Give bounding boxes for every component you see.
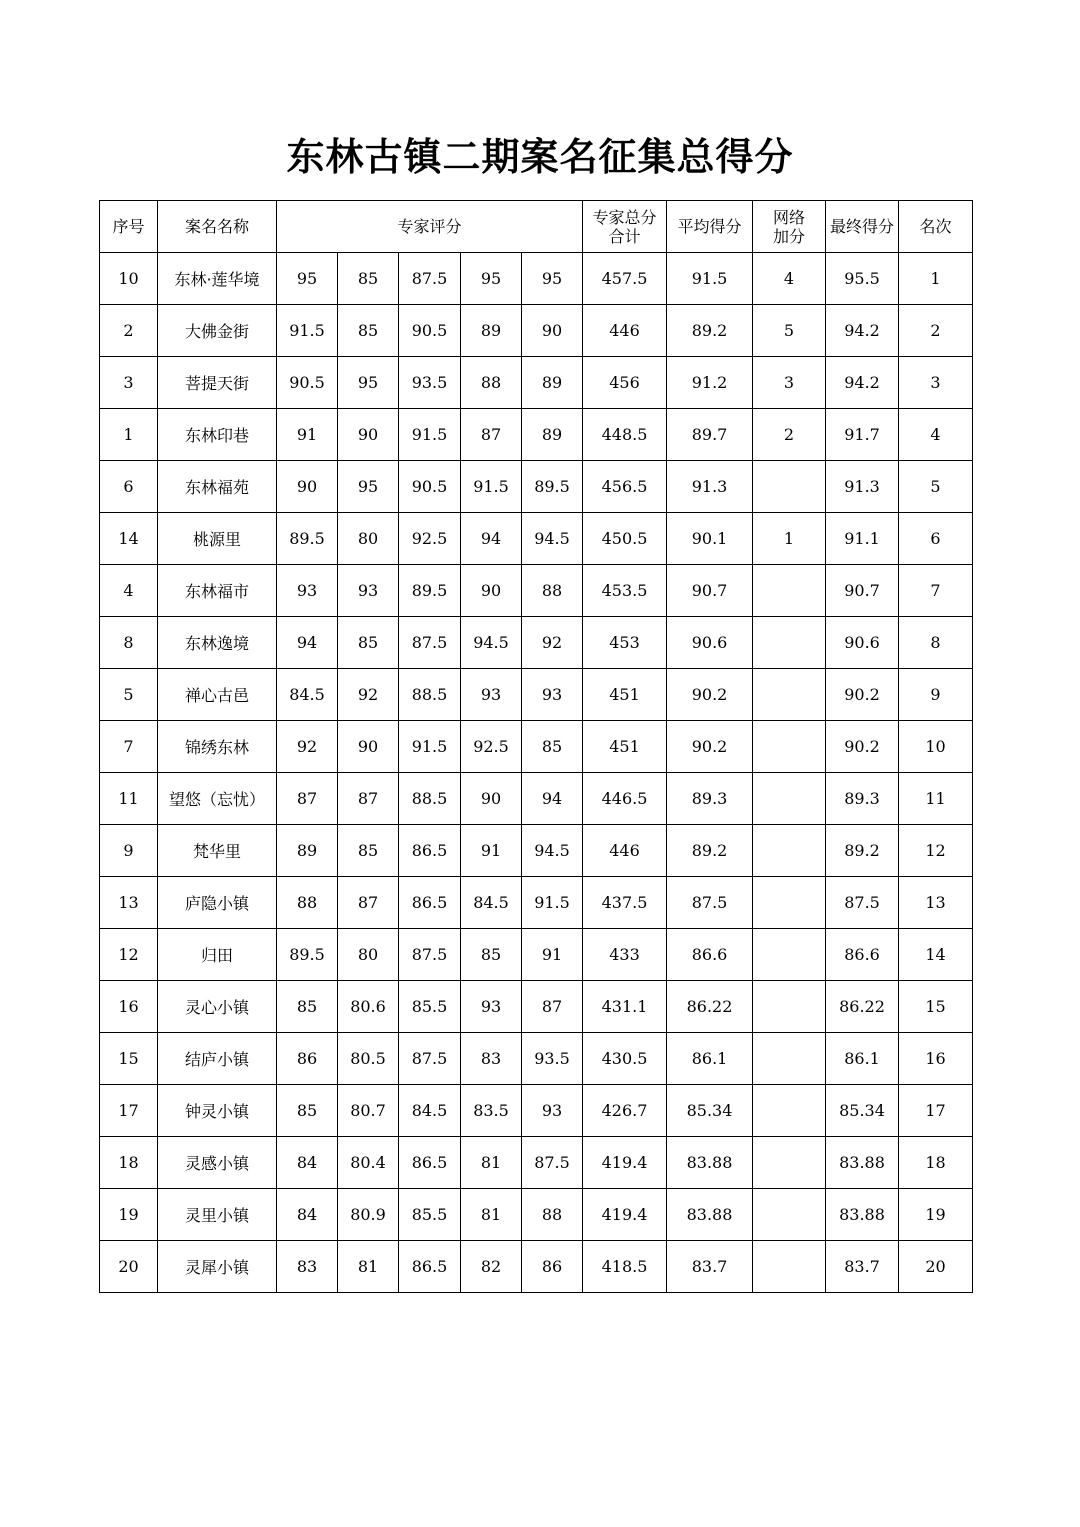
name-cell: 结庐小镇 [158,1033,277,1085]
header-online-bonus-line1: 网络 [773,207,806,227]
average-cell: 86.1 [667,1033,753,1085]
seq-cell: 1 [100,409,158,461]
average-cell: 90.2 [667,669,753,721]
seq-cell: 5 [100,669,158,721]
document-title: 东林古镇二期案名征集总得分 [286,135,794,179]
online-bonus-cell: 4 [753,253,826,305]
expert-score-cell: 85 [338,825,399,877]
expert-score-cell: 89 [522,357,583,409]
expert-score-cell: 88 [522,565,583,617]
expert-score-cell: 90.5 [277,357,338,409]
rank-cell: 15 [899,981,973,1033]
online-bonus-cell [753,617,826,669]
header-online-bonus-line2: 加分 [773,226,806,246]
table-row [100,357,973,409]
seq-cell: 9 [100,825,158,877]
expert-score-cell: 94.5 [522,513,583,565]
seq-cell: 8 [100,617,158,669]
expert-score-cell: 94 [461,513,522,565]
expert-score-cell: 84 [277,1137,338,1189]
expert-score-cell: 89 [522,409,583,461]
rank-cell: 13 [899,877,973,929]
expert-score-cell: 93 [522,1085,583,1137]
table-row [100,1033,973,1085]
seq-cell: 7 [100,721,158,773]
online-bonus-cell: 2 [753,409,826,461]
expert-score-cell: 95 [461,253,522,305]
final-score-cell: 86.1 [826,1033,899,1085]
expert-score-cell: 93 [461,981,522,1033]
rank-cell: 4 [899,409,973,461]
final-score-cell: 94.2 [826,305,899,357]
online-bonus-cell [753,877,826,929]
average-cell: 90.1 [667,513,753,565]
table-row [100,461,973,513]
expert-score-cell: 91.5 [522,877,583,929]
seq-cell: 4 [100,565,158,617]
expert-score-cell: 91.5 [399,721,461,773]
expert-score-cell: 87 [277,773,338,825]
rank-cell: 17 [899,1085,973,1137]
final-score-cell: 83.7 [826,1241,899,1293]
seq-cell: 15 [100,1033,158,1085]
expert-score-cell: 89.5 [399,565,461,617]
expert-score-cell: 85.5 [399,981,461,1033]
expert-score-cell: 89.5 [522,461,583,513]
seq-cell: 13 [100,877,158,929]
expert-score-cell: 95 [522,253,583,305]
final-score-cell: 94.2 [826,357,899,409]
expert-score-cell: 85.5 [399,1189,461,1241]
expert-total-cell: 426.7 [583,1085,667,1137]
rank-cell: 10 [899,721,973,773]
online-bonus-cell [753,773,826,825]
average-cell: 90.7 [667,565,753,617]
table-row [100,617,973,669]
rank-cell: 7 [899,565,973,617]
expert-score-cell: 87 [522,981,583,1033]
expert-score-cell: 87.5 [399,253,461,305]
expert-score-cell: 93.5 [522,1033,583,1085]
expert-score-cell: 91 [277,409,338,461]
final-score-cell: 90.2 [826,669,899,721]
name-cell: 庐隐小镇 [158,877,277,929]
expert-score-cell: 80.6 [338,981,399,1033]
average-cell: 86.22 [667,981,753,1033]
online-bonus-cell [753,1241,826,1293]
name-cell: 锦绣东林 [158,721,277,773]
header-final-score: 最终得分 [826,201,899,253]
seq-cell: 6 [100,461,158,513]
table-row [100,1085,973,1137]
rank-cell: 5 [899,461,973,513]
rank-cell: 2 [899,305,973,357]
expert-total-cell: 419.4 [583,1189,667,1241]
expert-score-cell: 83.5 [461,1085,522,1137]
name-cell: 桃源里 [158,513,277,565]
name-cell: 灵感小镇 [158,1137,277,1189]
online-bonus-cell [753,981,826,1033]
rank-cell: 1 [899,253,973,305]
expert-score-cell: 87 [461,409,522,461]
table-body [100,253,973,1293]
name-cell: 禅心古邑 [158,669,277,721]
expert-score-cell: 89 [461,305,522,357]
final-score-cell: 91.3 [826,461,899,513]
average-cell: 89.2 [667,825,753,877]
header-seq: 序号 [100,201,158,253]
expert-score-cell: 88 [461,357,522,409]
expert-score-cell: 82 [461,1241,522,1293]
expert-score-cell: 92 [338,669,399,721]
average-cell: 83.7 [667,1241,753,1293]
name-cell: 梵华里 [158,825,277,877]
expert-score-cell: 87.5 [522,1137,583,1189]
seq-cell: 17 [100,1085,158,1137]
expert-score-cell: 91.5 [399,409,461,461]
online-bonus-cell [753,1137,826,1189]
online-bonus-cell [753,461,826,513]
expert-total-cell: 451 [583,669,667,721]
table-row [100,253,973,305]
expert-score-cell: 90.5 [399,305,461,357]
expert-score-cell: 91 [522,929,583,981]
rank-cell: 8 [899,617,973,669]
expert-score-cell: 87.5 [399,1033,461,1085]
final-score-cell: 95.5 [826,253,899,305]
final-score-cell: 90.7 [826,565,899,617]
online-bonus-cell: 5 [753,305,826,357]
average-cell: 91.2 [667,357,753,409]
expert-score-cell: 85 [338,617,399,669]
expert-score-cell: 88.5 [399,669,461,721]
online-bonus-cell [753,1033,826,1085]
expert-score-cell: 80.7 [338,1085,399,1137]
table-row [100,773,973,825]
table-row [100,981,973,1033]
expert-score-cell: 90 [338,409,399,461]
expert-score-cell: 89.5 [277,929,338,981]
rank-cell: 20 [899,1241,973,1293]
expert-total-cell: 446 [583,305,667,357]
rank-cell: 6 [899,513,973,565]
online-bonus-cell [753,721,826,773]
online-bonus-cell: 3 [753,357,826,409]
name-cell: 东林福苑 [158,461,277,513]
expert-score-cell: 94 [277,617,338,669]
online-bonus-cell [753,825,826,877]
final-score-cell: 90.6 [826,617,899,669]
final-score-cell: 85.34 [826,1085,899,1137]
table-row [100,929,973,981]
expert-total-cell: 437.5 [583,877,667,929]
table-row [100,409,973,461]
expert-score-cell: 95 [338,461,399,513]
rank-cell: 18 [899,1137,973,1189]
expert-score-cell: 90 [338,721,399,773]
expert-score-cell: 85 [461,929,522,981]
table-row [100,1137,973,1189]
expert-total-cell: 453.5 [583,565,667,617]
average-cell: 89.7 [667,409,753,461]
rank-cell: 12 [899,825,973,877]
expert-score-cell: 85 [277,1085,338,1137]
expert-total-cell: 431.1 [583,981,667,1033]
name-cell: 灵犀小镇 [158,1241,277,1293]
header-online-bonus [753,201,826,253]
expert-score-cell: 94 [522,773,583,825]
expert-score-cell: 91 [461,825,522,877]
expert-score-cell: 94.5 [522,825,583,877]
average-cell: 87.5 [667,877,753,929]
expert-score-cell: 81 [461,1189,522,1241]
expert-score-cell: 88.5 [399,773,461,825]
name-cell: 钟灵小镇 [158,1085,277,1137]
expert-score-cell: 88 [277,877,338,929]
expert-score-cell: 92.5 [461,721,522,773]
name-cell: 灵里小镇 [158,1189,277,1241]
expert-score-cell: 90 [461,773,522,825]
expert-score-cell: 80 [338,929,399,981]
rank-cell: 19 [899,1189,973,1241]
online-bonus-cell [753,1189,826,1241]
seq-cell: 3 [100,357,158,409]
expert-score-cell: 84.5 [277,669,338,721]
expert-score-cell: 84 [277,1189,338,1241]
expert-score-cell: 93.5 [399,357,461,409]
table-row [100,565,973,617]
score-table [99,200,973,1293]
expert-score-cell: 92.5 [399,513,461,565]
expert-total-cell: 457.5 [583,253,667,305]
header-expert-total-line1: 专家总分 [592,207,657,227]
header-name: 案名名称 [158,201,277,253]
average-cell: 83.88 [667,1189,753,1241]
expert-score-cell: 87.5 [399,617,461,669]
expert-score-cell: 90 [522,305,583,357]
expert-score-cell: 87 [338,877,399,929]
expert-score-cell: 87.5 [399,929,461,981]
online-bonus-cell: 1 [753,513,826,565]
final-score-cell: 86.22 [826,981,899,1033]
average-cell: 89.2 [667,305,753,357]
expert-score-cell: 80 [338,513,399,565]
average-cell: 91.5 [667,253,753,305]
expert-score-cell: 92 [522,617,583,669]
expert-score-cell: 91.5 [461,461,522,513]
average-cell: 89.3 [667,773,753,825]
seq-cell: 11 [100,773,158,825]
expert-score-cell: 85 [522,721,583,773]
expert-score-cell: 83 [461,1033,522,1085]
online-bonus-cell [753,565,826,617]
online-bonus-cell [753,669,826,721]
expert-score-cell: 93 [338,565,399,617]
rank-cell: 11 [899,773,973,825]
expert-score-cell: 91.5 [277,305,338,357]
table-row [100,1241,973,1293]
header-average: 平均得分 [667,201,753,253]
expert-score-cell: 81 [338,1241,399,1293]
expert-score-cell: 84.5 [461,877,522,929]
name-cell: 东林福市 [158,565,277,617]
expert-score-cell: 93 [277,565,338,617]
expert-score-cell: 86.5 [399,1241,461,1293]
expert-total-cell: 433 [583,929,667,981]
table-row [100,721,973,773]
final-score-cell: 89.2 [826,825,899,877]
expert-score-cell: 86 [522,1241,583,1293]
expert-score-cell: 87 [338,773,399,825]
expert-total-cell: 419.4 [583,1137,667,1189]
expert-score-cell: 81 [461,1137,522,1189]
expert-total-cell: 446.5 [583,773,667,825]
average-cell: 85.34 [667,1085,753,1137]
header-row [100,201,973,253]
seq-cell: 16 [100,981,158,1033]
expert-total-cell: 451 [583,721,667,773]
table-row [100,825,973,877]
expert-score-cell: 80.9 [338,1189,399,1241]
expert-score-cell: 89.5 [277,513,338,565]
average-cell: 86.6 [667,929,753,981]
final-score-cell: 87.5 [826,877,899,929]
expert-total-cell: 418.5 [583,1241,667,1293]
seq-cell: 2 [100,305,158,357]
seq-cell: 19 [100,1189,158,1241]
rank-cell: 9 [899,669,973,721]
expert-score-cell: 84.5 [399,1085,461,1137]
expert-score-cell: 86.5 [399,877,461,929]
name-cell: 望悠（忘忧） [158,773,277,825]
table-row [100,513,973,565]
expert-total-cell: 456 [583,357,667,409]
name-cell: 东林·莲华境 [158,253,277,305]
final-score-cell: 83.88 [826,1189,899,1241]
average-cell: 83.88 [667,1137,753,1189]
table-row [100,877,973,929]
table-row [100,669,973,721]
expert-score-cell: 85 [338,253,399,305]
expert-score-cell: 85 [277,981,338,1033]
rank-cell: 16 [899,1033,973,1085]
expert-score-cell: 86.5 [399,825,461,877]
expert-score-cell: 89 [277,825,338,877]
rank-cell: 3 [899,357,973,409]
expert-score-cell: 80.4 [338,1137,399,1189]
online-bonus-cell [753,1085,826,1137]
average-cell: 91.3 [667,461,753,513]
table-row [100,305,973,357]
expert-score-cell: 93 [461,669,522,721]
expert-score-cell: 86.5 [399,1137,461,1189]
final-score-cell: 86.6 [826,929,899,981]
seq-cell: 18 [100,1137,158,1189]
header-rank: 名次 [899,201,973,253]
average-cell: 90.2 [667,721,753,773]
average-cell: 90.6 [667,617,753,669]
expert-score-cell: 80.5 [338,1033,399,1085]
expert-score-cell: 85 [338,305,399,357]
expert-score-cell: 90.5 [399,461,461,513]
name-cell: 大佛金街 [158,305,277,357]
final-score-cell: 90.2 [826,721,899,773]
expert-score-cell: 88 [522,1189,583,1241]
expert-score-cell: 93 [522,669,583,721]
expert-score-cell: 92 [277,721,338,773]
name-cell: 东林印巷 [158,409,277,461]
expert-total-cell: 446 [583,825,667,877]
expert-score-cell: 95 [277,253,338,305]
expert-total-cell: 456.5 [583,461,667,513]
online-bonus-cell [753,929,826,981]
seq-cell: 12 [100,929,158,981]
seq-cell: 14 [100,513,158,565]
rank-cell: 14 [899,929,973,981]
final-score-cell: 89.3 [826,773,899,825]
expert-total-cell: 430.5 [583,1033,667,1085]
table-row [100,1189,973,1241]
name-cell: 东林逸境 [158,617,277,669]
expert-score-cell: 90 [461,565,522,617]
name-cell: 菩提天街 [158,357,277,409]
expert-total-cell: 453 [583,617,667,669]
expert-total-cell: 448.5 [583,409,667,461]
header-expert-total-line2: 合计 [608,226,641,246]
header-expert-total [583,201,667,253]
seq-cell: 20 [100,1241,158,1293]
expert-score-cell: 90 [277,461,338,513]
expert-total-cell: 450.5 [583,513,667,565]
expert-score-cell: 95 [338,357,399,409]
name-cell: 归田 [158,929,277,981]
seq-cell: 10 [100,253,158,305]
name-cell: 灵心小镇 [158,981,277,1033]
expert-score-cell: 83 [277,1241,338,1293]
header-expert-scores: 专家评分 [277,201,583,253]
final-score-cell: 91.1 [826,513,899,565]
expert-score-cell: 94.5 [461,617,522,669]
final-score-cell: 83.88 [826,1137,899,1189]
final-score-cell: 91.7 [826,409,899,461]
expert-score-cell: 86 [277,1033,338,1085]
